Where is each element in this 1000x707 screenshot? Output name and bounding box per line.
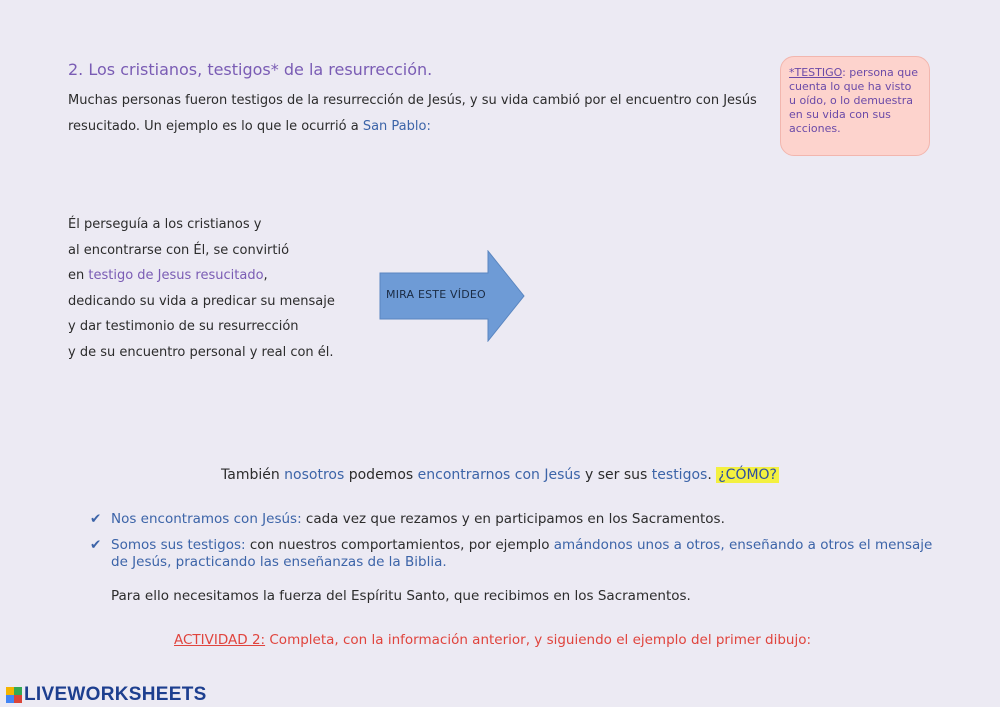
sacramentos-paragraph: Para ello necesitamos la fuerza del Espíritu Santo, que recibimos en los Sacramentos. <box>111 588 691 604</box>
testigo-keyword: *TESTIGO <box>789 66 843 79</box>
check-icon: ✔ <box>90 537 102 553</box>
actividad-text: Completa, con la información anterior, y siguiendo el ejemplo del primer dibujo: <box>265 632 812 648</box>
intro-line-2 <box>68 114 768 140</box>
san-pablo-text <box>68 212 335 365</box>
testigo-definition: : persona que cuenta lo que ha visto u oído, o lo demuestra en su vida con sus acciones. <box>789 66 918 135</box>
amandonos-highlight: amándonos unos a otros <box>553 537 721 553</box>
check-icon: ✔ <box>90 511 102 527</box>
intro-line-1: Muchas personas fueron testigos de la resurrección de Jesús, y su vida cambió por el encuentro con Jesús <box>68 93 757 108</box>
ensenando-highlight: enseñando a otros el mensaje de Jesús <box>111 537 933 570</box>
pablo-line-1: Él perseguía a los cristianos y <box>68 217 262 232</box>
liveworksheets-logo[interactable] <box>6 684 207 706</box>
pablo-line-3-prefix: en <box>68 268 89 283</box>
testigo-definition-note <box>780 56 930 156</box>
actividad-label: ACTIVIDAD 2: <box>174 632 266 648</box>
intro-line-2-prefix: resucitado. Un ejemplo es lo que le ocurrió a <box>68 119 363 134</box>
actividad-instruction <box>174 632 811 648</box>
pablo-line-4: dedicando su vida a predicar su mensaje <box>68 293 335 309</box>
nosotros-highlight: nosotros <box>284 467 345 483</box>
bullet-lead: Somos sus testigos: <box>111 537 246 553</box>
tambien-part-3: y ser sus <box>580 467 652 483</box>
list-item <box>90 537 950 571</box>
encontrarnos-highlight: encontrarnos con Jesús <box>417 467 581 483</box>
pablo-line-3-suffix: , <box>263 268 268 283</box>
tambien-part-4: . <box>707 467 717 483</box>
practicando-highlight: practicando las enseñanzas de la Biblia <box>175 554 443 570</box>
san-pablo-label: San Pablo: <box>362 119 431 134</box>
tambien-part-1: También <box>221 467 285 483</box>
video-button-label: MIRA ESTE VÍDEO <box>386 288 486 301</box>
section-title: 2. Los cristianos, testigos* de la resurrección. <box>68 60 433 79</box>
pablo-line-5: y dar testimonio de su resurrección <box>68 319 299 334</box>
intro-text <box>68 88 768 140</box>
liveworksheets-logo-text: LIVEWORKSHEETS <box>24 684 207 705</box>
list-item <box>90 511 950 528</box>
bullet-separator-1: , <box>720 537 729 553</box>
tambien-sentence <box>0 467 1000 483</box>
video-arrow-button[interactable] <box>378 250 528 342</box>
bullet-text: con nuestros comportamientos, por ejemplo <box>245 537 554 553</box>
testigo-resucitado-highlight: testigo de Jesus resucitado <box>88 268 264 283</box>
pablo-line-3 <box>68 263 335 289</box>
bullet-end: . <box>442 554 447 570</box>
testigos-highlight: testigos <box>651 467 708 483</box>
como-highlight: ¿CÓMO? <box>718 467 777 483</box>
tambien-part-2: podemos <box>344 467 418 483</box>
bullet-lead: Nos encontramos con Jesús: <box>111 511 302 527</box>
pablo-line-6: y de su encuentro personal y real con él. <box>68 344 334 360</box>
bullet-separator-2: , <box>167 554 176 570</box>
pablo-line-2: al encontrarse con Él, se convirtió <box>68 242 290 258</box>
liveworksheets-logo-icon <box>6 687 22 703</box>
bullet-text: cada vez que rezamos y en participamos en los Sacramentos. <box>301 511 725 527</box>
